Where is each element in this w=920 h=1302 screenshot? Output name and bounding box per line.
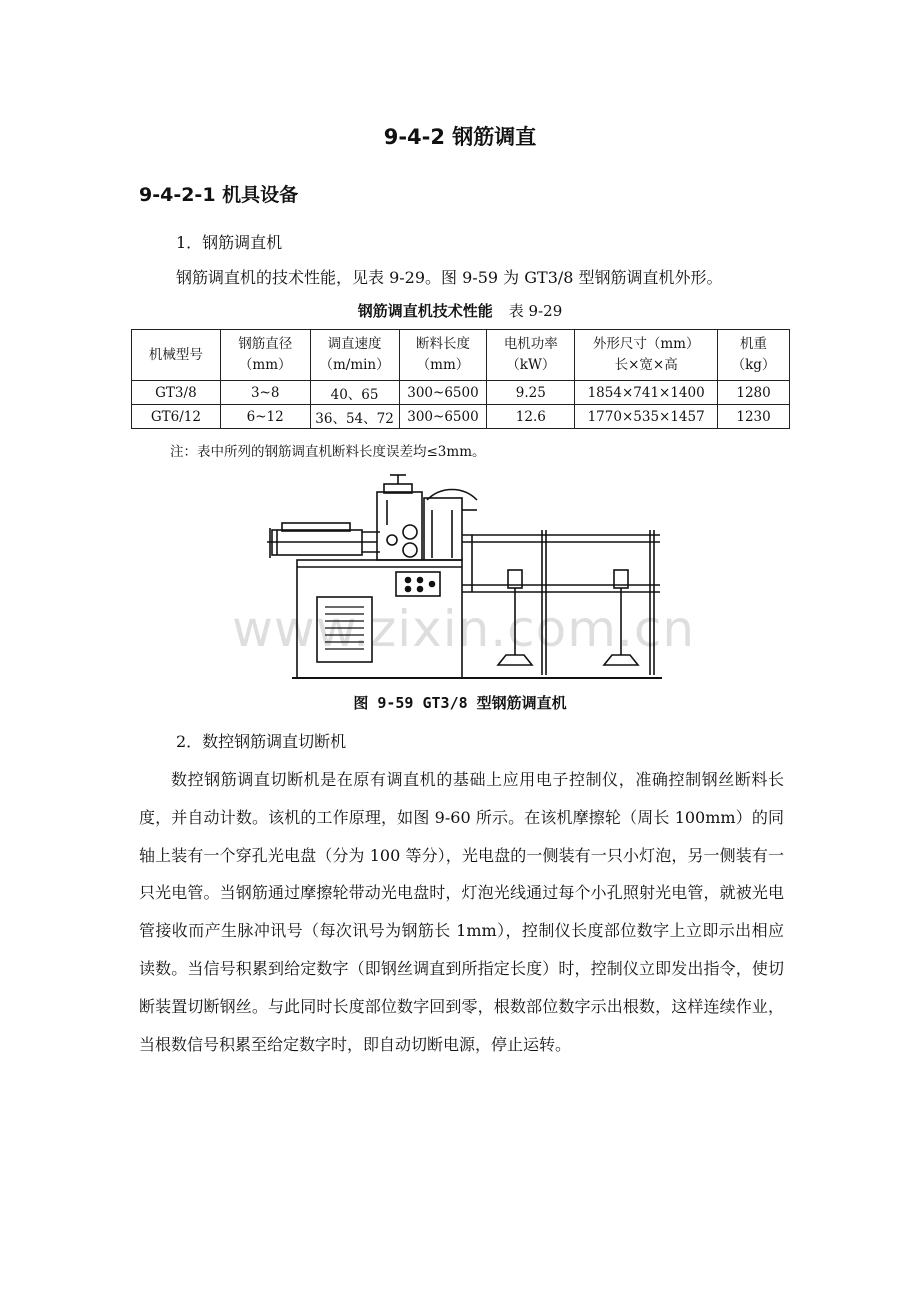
table-cell: GT3/8 <box>132 381 221 405</box>
header-dimensions: 外形尺寸（mm） 长×宽×高 <box>575 330 718 381</box>
figure-caption: 图 9-59 GT3/8 型钢筋调直机 <box>353 694 567 712</box>
table-cell: 300~6500 <box>399 405 487 429</box>
table-caption-name: 钢筋调直机技术性能 <box>357 302 493 320</box>
support-leg <box>498 655 532 665</box>
table-note: 注：表中所列的钢筋调直机断料长度误差均≤3mm。 <box>170 444 486 460</box>
table-caption <box>0 300 920 321</box>
section-title: 9-4-2 钢筋调直 <box>383 125 537 149</box>
table-cell: 1230 <box>718 405 790 429</box>
table-cell: 1770×535×1457 <box>575 405 718 429</box>
watermark-text: www.zixin.com.cn <box>232 600 696 658</box>
subsection-title: 9-4-2-1 机具设备 <box>139 184 299 206</box>
item-heading-2: 2．数控钢筋调直切断机 <box>176 732 347 751</box>
machine-illustration <box>262 470 662 685</box>
table-row <box>132 381 790 405</box>
item-heading-1: 1．钢筋调直机 <box>176 233 283 252</box>
header-weight: 机重 （kg） <box>718 330 790 381</box>
table-cell: 40、65 <box>310 381 399 405</box>
table-header-row <box>132 330 790 381</box>
table-cell: 6~12 <box>220 405 310 429</box>
table-cell: 3~8 <box>220 381 310 405</box>
header-speed: 调直速度 （m/min） <box>310 330 399 381</box>
table-cell: 1280 <box>718 381 790 405</box>
table-cell: 300~6500 <box>399 381 487 405</box>
body-paragraph: 数控钢筋调直切断机是在原有调直机的基础上应用电子控制仪，准确控制钢丝断料长度，并自动计数。该机的工作原理，如图 9-60 所示。在该机摩擦轮（周长 100mm）的同轴上装有一个穿孔光电盘（分为 100 等分），光电盘的一侧装有一只小灯泡，另一侧装有一只光电管。当钢筋通过摩擦轮带动光电盘时，灯泡光线通过每个小孔照射光电管，就被光电管接收而产生脉冲讯号（每次讯号为钢筋长 1mm），控制仪长度部位数字上立即示出相应读数。当信号积累到给定数字（即钢丝调直到所指定长度）时，控制仪立即发出指令，使切断装置切断钢丝。与此同时长度部位数字回到零，根数部位数字示出根数，这样连续作业，当根数信号积累至给定数字时，即自动切断电源，停止运转。 <box>139 770 784 1054</box>
table-row <box>132 405 790 429</box>
roller <box>403 525 417 539</box>
intro-paragraph: 钢筋调直机的技术性能，见表 9-29。图 9-59 为 GT3/8 型钢筋调直机外形。 <box>176 268 723 287</box>
table-cell: 9.25 <box>487 381 575 405</box>
machine-cabinet <box>297 560 462 678</box>
table-cell: 36、54、72 <box>310 405 399 429</box>
table-caption-number: 表 9-29 <box>508 302 563 320</box>
table-cell: GT6/12 <box>132 405 221 429</box>
spec-table <box>131 329 790 429</box>
header-cut-length: 断料长度 （mm） <box>399 330 487 381</box>
header-model: 机械型号 <box>132 330 221 381</box>
table-cell: 1854×741×1400 <box>575 381 718 405</box>
table-cell: 12.6 <box>487 405 575 429</box>
header-diameter: 钢筋直径 （mm） <box>220 330 310 381</box>
straightening-head <box>377 492 422 560</box>
header-power: 电机功率 （kW） <box>487 330 575 381</box>
